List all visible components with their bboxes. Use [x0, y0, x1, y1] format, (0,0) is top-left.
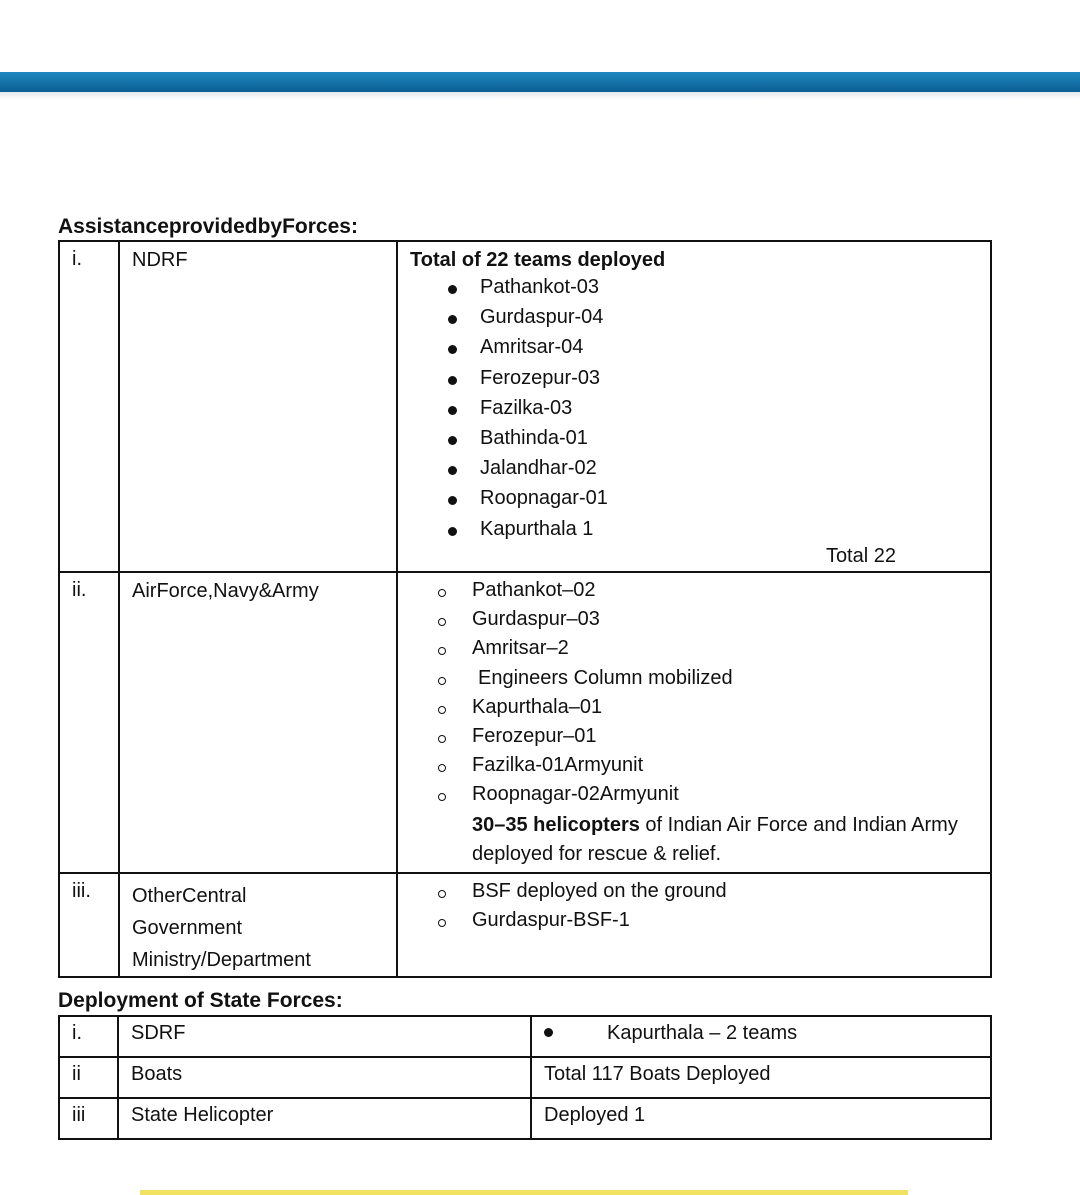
list-item: Gurdaspur-04: [448, 302, 990, 332]
table-row: [59, 241, 991, 572]
helicopter-note: [398, 810, 990, 872]
district-list: [398, 874, 990, 935]
bullet-icon: [544, 1028, 553, 1037]
section-heading-forces: AssistanceprovidedbyForces:: [58, 215, 358, 238]
list-item: Kapurthala 1: [448, 514, 990, 544]
list-item: Gurdaspur-BSF-1: [438, 906, 990, 935]
forces-assistance-table: [58, 240, 992, 978]
list-item: Jalandhar-02: [448, 453, 990, 483]
row-number: i.: [59, 1016, 118, 1057]
list-item: BSF deployed on the ground: [438, 877, 990, 906]
row-number: iii.: [59, 873, 119, 977]
list-item: Roopnagar-01: [448, 483, 990, 513]
deployment-details: [397, 241, 991, 572]
list-item: Kapurthala–01: [438, 693, 990, 722]
footer-highlight-rule: [140, 1190, 908, 1195]
row-number: i.: [59, 241, 119, 572]
list-item: Pathankot–02: [438, 576, 990, 605]
deployment-details: [397, 572, 991, 873]
table-row: [59, 873, 991, 977]
list-item: Ferozepur-03: [448, 363, 990, 393]
list-item: Amritsar–2: [438, 634, 990, 663]
header-banner-rule: [0, 72, 1080, 92]
deployment-value: Total 117 Boats Deployed: [531, 1057, 991, 1098]
agency-name-line: OtherCentral: [132, 884, 247, 907]
helicopter-count: 30–35 helicopters: [472, 813, 640, 836]
deployment-details: [397, 873, 991, 977]
district-list: [398, 573, 990, 810]
list-item: Amritsar-04: [448, 332, 990, 362]
agency-name-line: Ministry/Department: [132, 948, 311, 971]
section-heading-state-forces: Deployment of State Forces:: [58, 989, 343, 1012]
agency-name: AirForce,Navy&Army: [119, 572, 397, 873]
deployment-value: [531, 1016, 991, 1057]
list-item: Gurdaspur–03: [438, 605, 990, 634]
agency-name: NDRF: [119, 241, 397, 572]
agency-name: SDRF: [118, 1016, 531, 1057]
table-row: [59, 1016, 991, 1057]
list-item: Pathankot-03: [448, 272, 990, 302]
agency-name: Boats: [118, 1057, 531, 1098]
table-row: [59, 1057, 991, 1098]
district-list: [398, 272, 990, 544]
row-number: ii: [59, 1057, 118, 1098]
list-item: Fazilka-01Armyunit: [438, 751, 990, 780]
table-row: [59, 1098, 991, 1139]
deployment-value: Deployed 1: [531, 1098, 991, 1139]
table-row: [59, 572, 991, 873]
list-item: Engineers Column mobilized: [438, 664, 990, 693]
state-forces-table: [58, 1015, 992, 1140]
row-number: ii.: [59, 572, 119, 873]
list-item: Roopnagar-02Armyunit: [438, 780, 990, 809]
row-number: iii: [59, 1098, 118, 1139]
agency-name: [119, 873, 397, 977]
list-item: Bathinda-01: [448, 423, 990, 453]
list-item: Ferozepur–01: [438, 722, 990, 751]
deployment-value-text: Kapurthala – 2 teams: [607, 1022, 798, 1044]
list-item: Fazilka-03: [448, 393, 990, 423]
deployment-title: Total of 22 teams deployed: [410, 249, 666, 271]
agency-name-line: Government: [132, 916, 243, 939]
agency-name: State Helicopter: [118, 1098, 531, 1139]
helicopter-note-text: of Indian Air Force and Indian Army deployed for rescue & relief.: [472, 813, 958, 865]
header-banner-shadow: [0, 92, 1080, 100]
total-label: Total 22: [825, 544, 896, 567]
